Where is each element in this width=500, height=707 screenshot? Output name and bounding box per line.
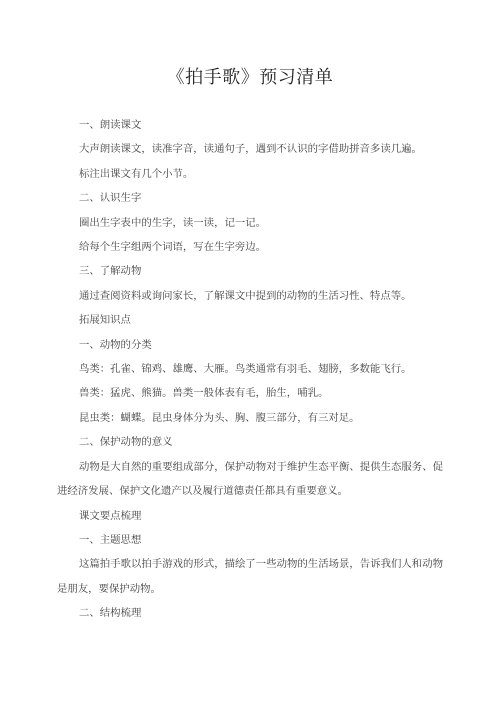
- paragraph-insects: 昆虫类：蝴蝶。昆虫身体分为头、胸、腹三部分，有三对足。: [79, 411, 360, 424]
- paragraph-theme: 这篇拍手歌以拍手游戏的形式，描绘了一些动物的生活场景，告诉我们人和动物是朋友，要保护动物。: [57, 558, 443, 595]
- paragraph-research-animals: 通过查阅资料或询问家长，了解课文中提到的动物的生活习性、特点等。: [79, 289, 412, 302]
- paragraph-mark-sections: 标注出课文有几个小节。: [79, 167, 194, 180]
- paragraph-mammals: 兽类：猛虎、熊猫。兽类一般体表有毛，胎生，哺乳。: [79, 387, 329, 400]
- paragraph-protection: 动物是大自然的重要组成部分，保护动物对于维护生态平衡、提供生态服务、促进经济发展、保护文化遗产以及履行道德责任都具有重要意义。: [57, 460, 443, 498]
- paragraph-birds: 鸟类：孔雀、锦鸡、雄鹰、大雁。鸟类通常有羽毛、翅膀，多数能飞行。: [79, 363, 412, 376]
- heading-learn-animals: 三、了解动物: [79, 265, 142, 278]
- heading-theme: 一、主题思想: [79, 533, 142, 546]
- heading-extended-knowledge: 拓展知识点: [79, 314, 131, 327]
- paragraph-circle-characters: 圈出生字表中的生字，读一读，记一记。: [79, 216, 267, 229]
- paragraph-reading-aloud: 大声朗读课文，读准字音，读通句子，遇到不认识的字借助拼音多读几遍。: [79, 143, 422, 156]
- heading-animal-classification: 一、动物的分类: [79, 338, 152, 351]
- heading-reading: 一、朗读课文: [79, 119, 142, 131]
- heading-new-characters: 二、认识生字: [79, 192, 142, 205]
- heading-structure: 二、结构梳理: [79, 607, 142, 620]
- document-body: [57, 113, 443, 626]
- heading-text-key-points: 课文要点梳理: [79, 509, 142, 522]
- document-title: 《拍手歌》预习清单: [166, 67, 334, 88]
- heading-protection-significance: 二、保护动物的意义: [79, 436, 173, 449]
- paragraph-make-words: 给每个生字组两个词语，写在生字旁边。: [79, 241, 267, 254]
